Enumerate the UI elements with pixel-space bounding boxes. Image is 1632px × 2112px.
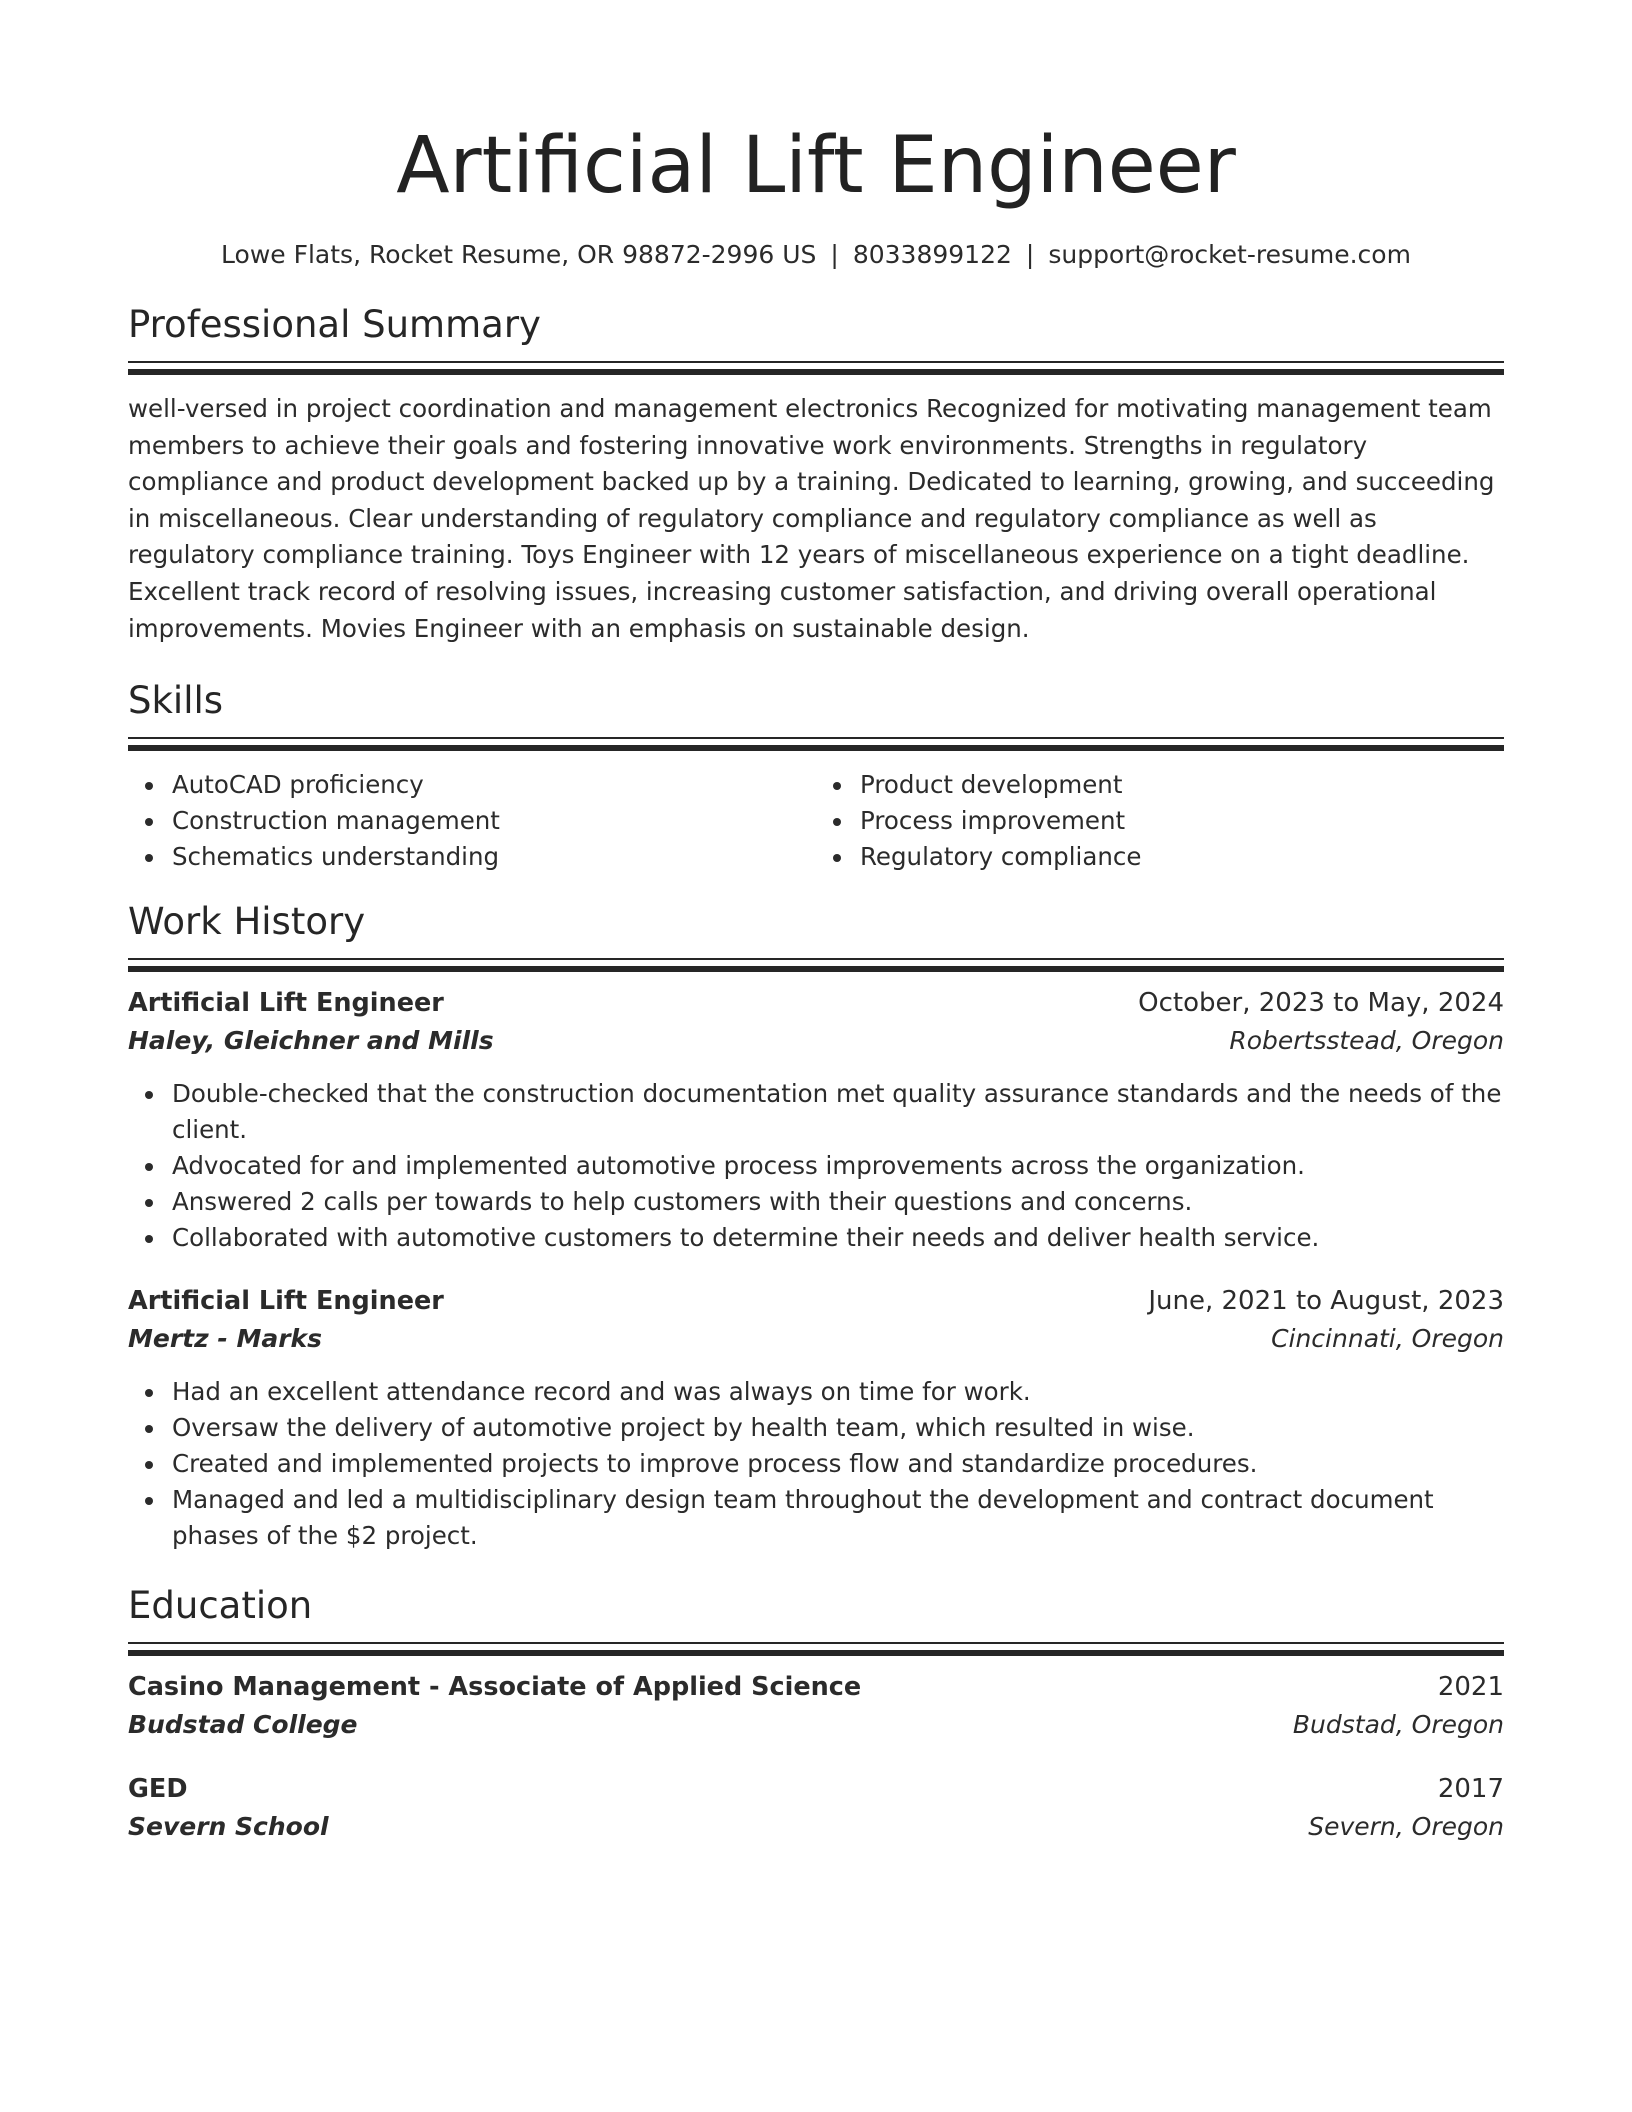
candidate-name: Artificial Lift Engineer	[396, 121, 1236, 211]
contact-separator: |	[830, 240, 839, 269]
job-company: Haley, Gleichner and Mills	[128, 1026, 494, 1056]
summary-section	[128, 301, 1504, 647]
education-year: 2017	[1437, 1774, 1504, 1805]
job-bullet: Oversaw the delivery of automotive project by health team, which resulted in wise.	[172, 1410, 1504, 1446]
skills-list-right	[816, 767, 1504, 875]
education-section	[128, 1582, 1504, 1846]
job-dates: June, 2021 to August, 2023	[1148, 1286, 1504, 1317]
job-company: Mertz - Marks	[128, 1324, 323, 1354]
education-year: 2021	[1437, 1672, 1504, 1703]
job-location: Cincinnati, Oregon	[1271, 1324, 1504, 1354]
job-bullet: Managed and led a multidisciplinary design team throughout the development and contract document phases of the $2 project.	[172, 1482, 1504, 1554]
job-bullet: Answered 2 calls per towards to help customers with their questions and concerns.	[172, 1184, 1504, 1220]
job-title: Artificial Lift Engineer	[128, 988, 444, 1019]
job-bullet: Collaborated with automotive customers to determine their needs and deliver health service.	[172, 1220, 1504, 1256]
education-entry	[128, 1668, 1504, 1744]
skills-section	[128, 677, 1504, 875]
education-header	[128, 1770, 1504, 1808]
contact-separator: |	[1025, 240, 1035, 269]
skills-grid	[128, 767, 1504, 875]
skill-item: Construction management	[172, 803, 816, 839]
contact-phone: 8033899122	[852, 240, 1012, 269]
education-heading: Education	[128, 1584, 313, 1628]
education-entry	[128, 1770, 1504, 1846]
section-divider	[128, 361, 1504, 375]
job-bullet: Created and implemented projects to improve process flow and standardize procedures.	[172, 1446, 1504, 1482]
education-header	[128, 1668, 1504, 1706]
job-subheader	[128, 1320, 1504, 1358]
education-location: Budstad, Oregon	[1292, 1710, 1504, 1740]
contact-line	[128, 238, 1504, 272]
job-bullet: Double-checked that the construction documentation met quality assurance standards and the needs of the client.	[172, 1076, 1504, 1148]
work-history-section	[128, 898, 1504, 1554]
job-subheader	[128, 1022, 1504, 1060]
skill-item: Regulatory compliance	[860, 839, 1504, 875]
education-school: Budstad College	[128, 1710, 358, 1740]
skill-item: Process improvement	[860, 803, 1504, 839]
education-location: Severn, Oregon	[1308, 1812, 1504, 1842]
summary-heading: Professional Summary	[128, 303, 541, 346]
job-dates: October, 2023 to May, 2024	[1138, 988, 1504, 1019]
skills-heading: Skills	[128, 679, 224, 723]
education-degree: GED	[128, 1774, 188, 1805]
section-divider	[128, 1642, 1504, 1656]
job-location: Robertsstead, Oregon	[1229, 1026, 1504, 1056]
job-header	[128, 984, 1504, 1022]
job-entry	[128, 1282, 1504, 1554]
education-school: Severn School	[128, 1812, 329, 1842]
skill-item: Product development	[860, 767, 1504, 803]
job-title: Artificial Lift Engineer	[128, 1286, 444, 1317]
skill-item: Schematics understanding	[172, 839, 816, 875]
section-divider	[128, 737, 1504, 751]
summary-text: well-versed in project coordination and management electronics Recognized for motivating management team members to achieve their goals and fostering innovative work environments. Strengths in regulatory compliance and product development backed up by a training. Dedicated to learning, growing, and succeeding in miscellaneous. Clear understanding of regulatory compliance and regulatory compliance as well as regulatory compliance training. Toys Engineer with 12 years of miscellaneous experience on a tight deadline. Excellent track record of resolving issues, increasing customer satisfaction, and driving overall operational improvements. Movies Engineer with an emphasis on sustainable design.	[128, 394, 1495, 643]
job-bullets	[128, 1076, 1504, 1256]
job-entry	[128, 984, 1504, 1256]
education-subheader	[128, 1706, 1504, 1744]
skills-list-left	[128, 767, 816, 875]
job-header	[128, 1282, 1504, 1320]
section-divider	[128, 958, 1504, 972]
work-history-heading: Work History	[128, 900, 366, 944]
contact-address: Lowe Flats, Rocket Resume, OR 98872-2996 US	[221, 240, 817, 269]
job-bullet: Had an excellent attendance record and was always on time for work.	[172, 1374, 1504, 1410]
education-subheader	[128, 1808, 1504, 1846]
job-bullets	[128, 1374, 1504, 1554]
contact-email: support@rocket-resume.com	[1048, 240, 1411, 269]
skill-item: AutoCAD proficiency	[172, 767, 816, 803]
education-degree: Casino Management - Associate of Applied Science	[128, 1672, 862, 1703]
job-bullet: Advocated for and implemented automotive process improvements across the organization.	[172, 1148, 1504, 1184]
